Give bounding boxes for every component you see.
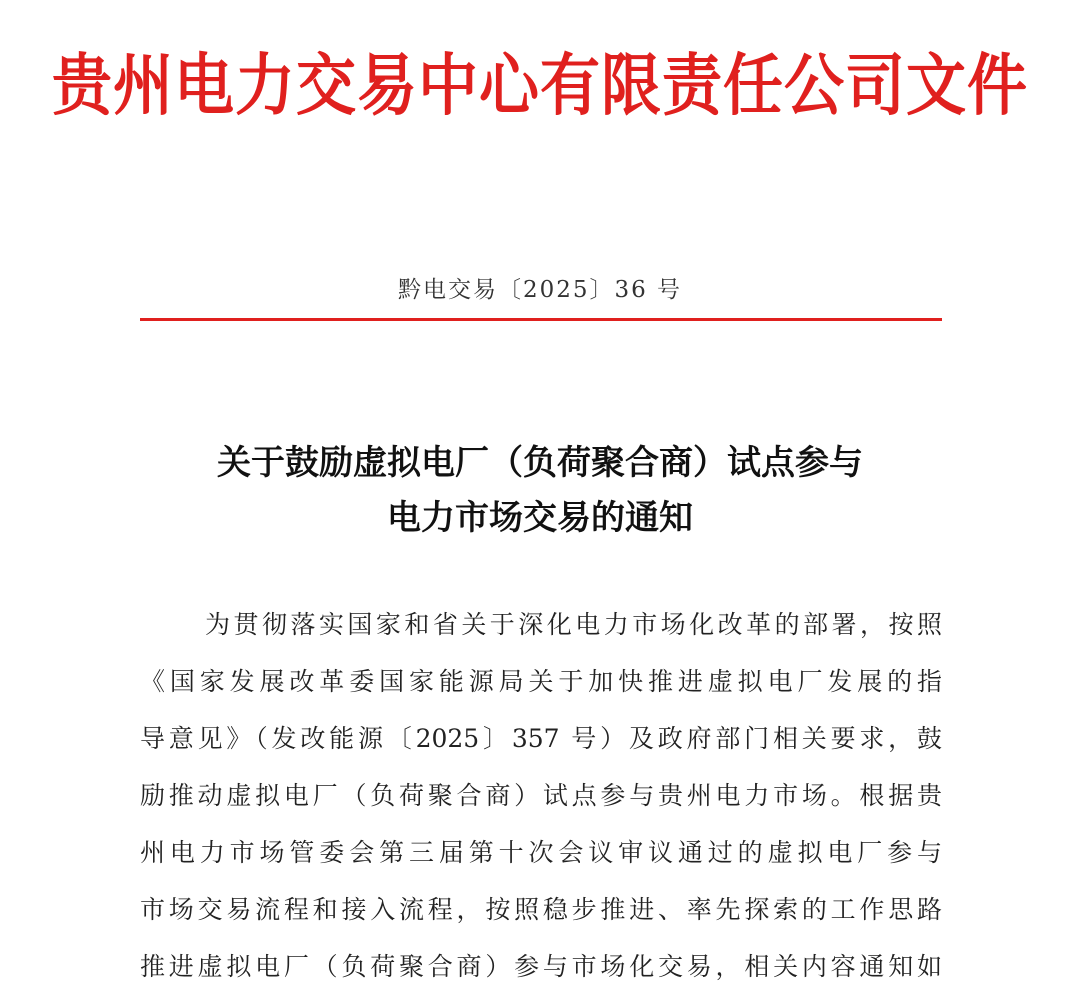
body-text-line-6: 市场交易流程和接入流程，按照稳步推进、率先探索的工作思路 bbox=[140, 895, 942, 924]
document-number: 黔电交易〔2025〕36 号 bbox=[397, 277, 683, 303]
body-text-line-2: 《国家发展改革委国家能源局关于加快推进虚拟电厂发展的指 bbox=[140, 667, 942, 696]
body-text-line-1: 为贯彻落实国家和省关于深化电力市场化改革的部署，按照 bbox=[205, 610, 942, 639]
red-divider-line bbox=[140, 318, 942, 321]
body-text-line-4: 励推动虚拟电厂（负荷聚合商）试点参与贵州电力市场。根据贵 bbox=[140, 781, 942, 810]
notice-title-line-2: 电力市场交易的通知 bbox=[387, 498, 693, 538]
body-text-line-7: 推进虚拟电厂（负荷聚合商）参与市场化交易，相关内容通知如 bbox=[140, 952, 942, 981]
notice-title-line-1: 关于鼓励虚拟电厂（负荷聚合商）试点参与 bbox=[217, 443, 863, 483]
org-header-title: 贵州电力交易中心有限责任公司文件 bbox=[52, 46, 1028, 126]
body-text-line-3: 导意见》（发改能源〔2025〕357 号）及政府部门相关要求，鼓 bbox=[140, 724, 942, 753]
body-text-line-5: 州电力市场管委会第三届第十次会议审议通过的虚拟电厂参与 bbox=[140, 838, 942, 867]
